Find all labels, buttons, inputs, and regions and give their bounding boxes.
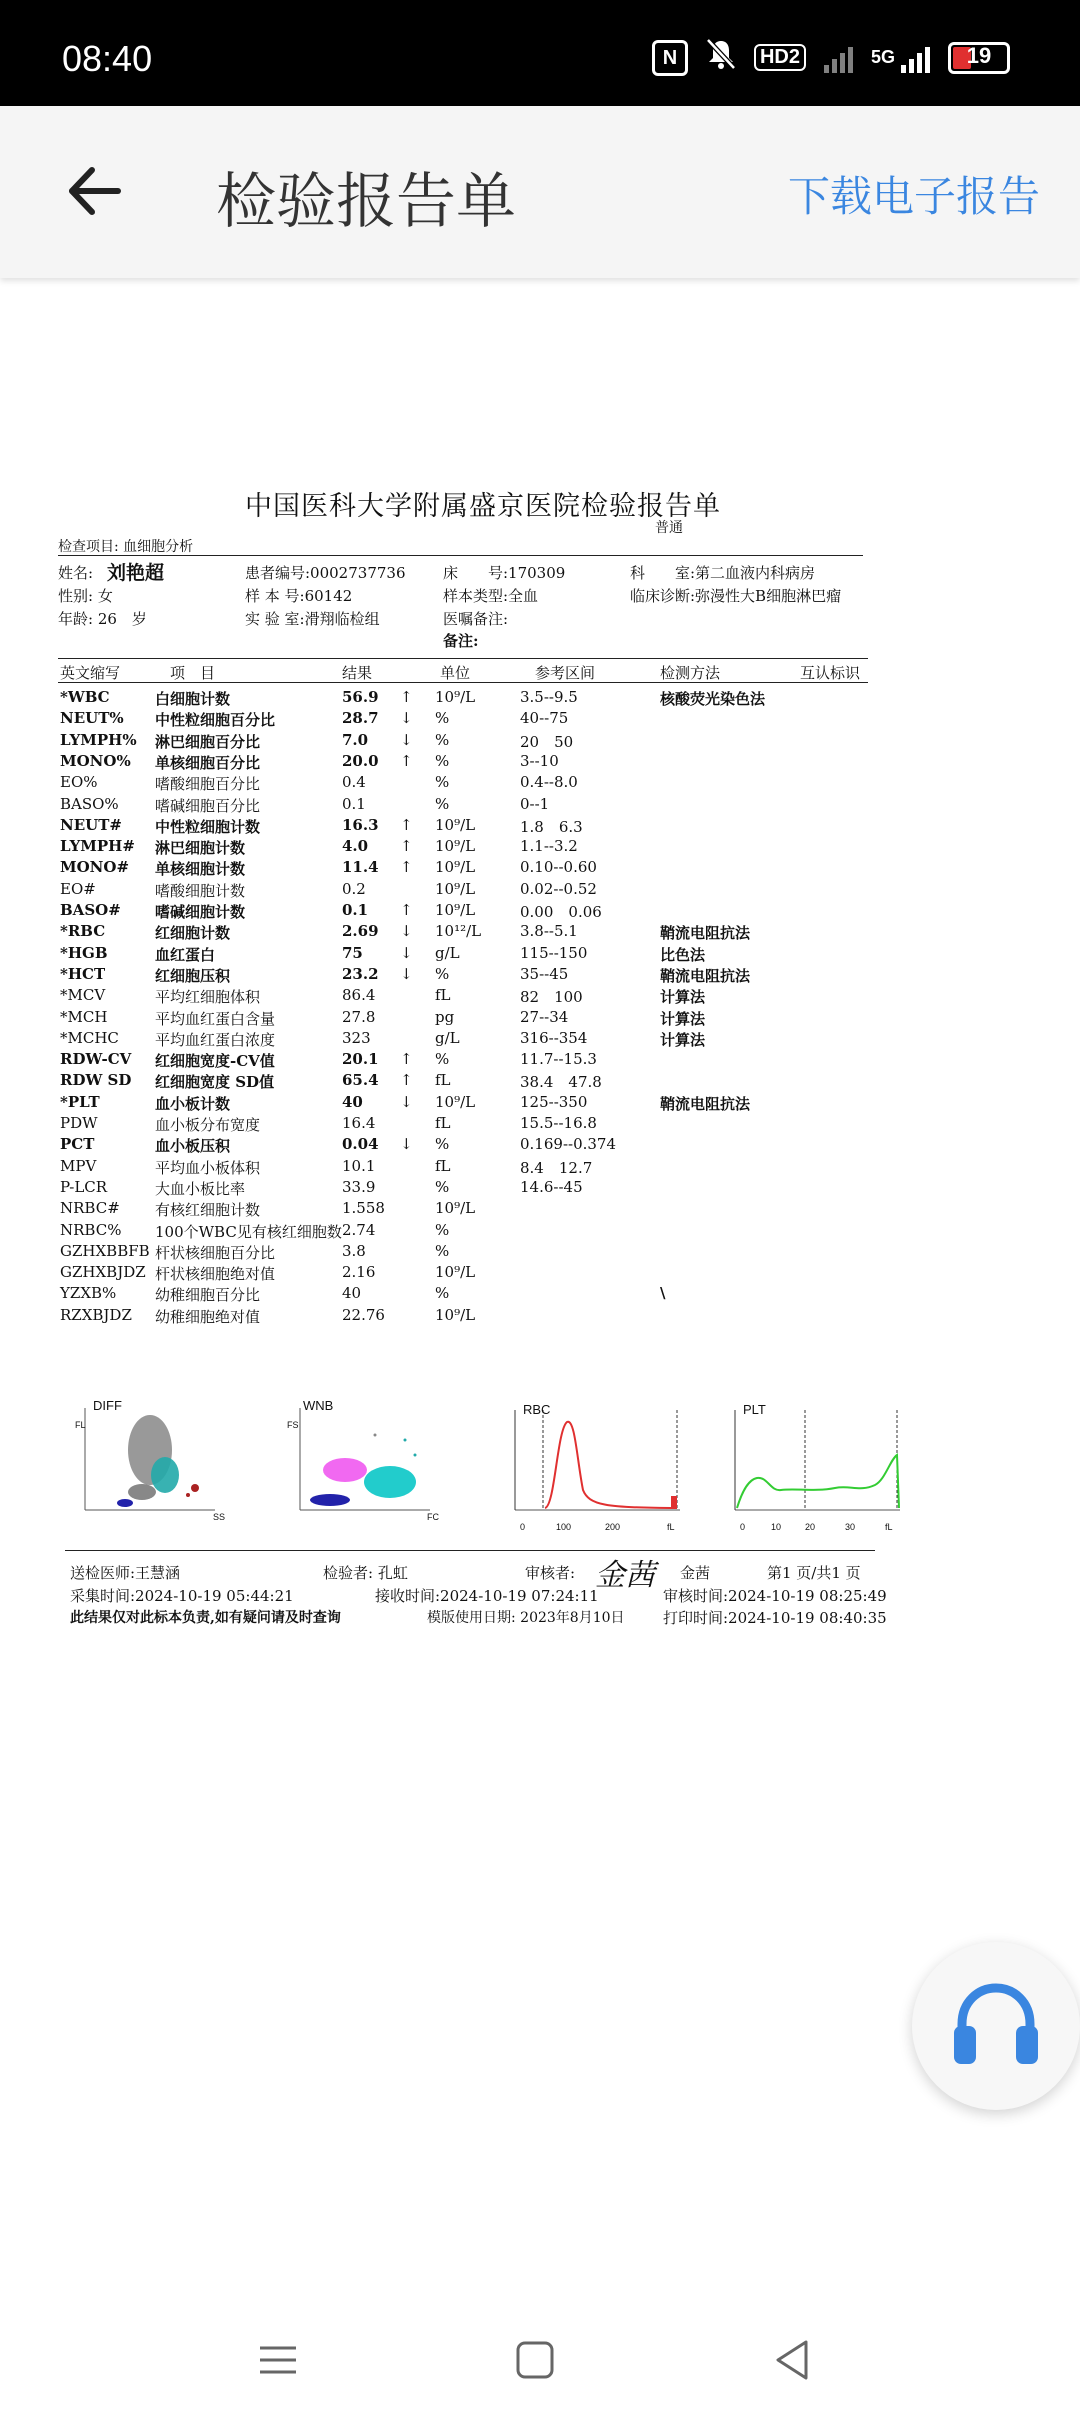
table-row [55, 731, 915, 752]
signal-1-icon [824, 43, 853, 73]
row-unit: % [435, 730, 450, 749]
table-row [55, 1306, 915, 1327]
rbc-tick-200: 200 [605, 1522, 621, 1532]
row-unit: % [435, 709, 450, 728]
sample-no: 样 本 号:60142 [245, 587, 353, 605]
row-method: \ [660, 1284, 666, 1303]
row-name: 中性粒细胞百分比 [155, 711, 276, 730]
wnb-scatterplot [285, 1400, 435, 1520]
arrow-left-icon [60, 156, 130, 226]
wnb-y-label: FS [287, 1420, 299, 1430]
row-result: 2.16 [342, 1263, 376, 1282]
diff-scatterplot [70, 1400, 220, 1520]
row-code: GZHXBBFB [60, 1241, 150, 1260]
page-title: 检验报告单 [216, 167, 516, 237]
table-row [55, 1093, 915, 1114]
back-button[interactable] [60, 156, 130, 226]
row-code: *MCV [60, 986, 106, 1005]
row-unit: 10¹²/L [435, 922, 482, 941]
table-row [55, 1178, 915, 1199]
row-result: 10.1 [342, 1156, 376, 1175]
row-unit: % [435, 751, 450, 770]
table-row [55, 709, 915, 730]
plt-tick-0: 0 [740, 1522, 746, 1532]
row-unit: g/L [435, 1028, 460, 1047]
row-name: 红细胞压积 [155, 966, 231, 985]
histogram-area [55, 1390, 915, 1540]
report-title: 中国医科大学附属盛京医院检验报告单 [245, 491, 721, 522]
row-ref: 27--34 [520, 1007, 569, 1026]
table-row [55, 1135, 915, 1156]
row-method: 计算法 [660, 1030, 706, 1049]
patient-name: 刘艳超 [107, 562, 165, 584]
review-time: 审核时间:2024-10-19 08:25:49 [663, 1587, 887, 1605]
receive-time: 接收时间:2024-10-19 07:24:11 [375, 1587, 599, 1605]
battery-icon [948, 42, 1010, 74]
sample-type: 样本类型:全血 [443, 587, 539, 605]
nfc-icon: N [652, 40, 688, 76]
row-unit: 10⁹/L [435, 1199, 476, 1218]
row-result: 4.0 [342, 837, 369, 856]
col-code: 英文缩写 [60, 664, 121, 682]
row-unit: % [435, 1177, 450, 1196]
table-row [55, 901, 915, 922]
row-ref: 11.7--15.3 [520, 1050, 597, 1069]
hd-voice-icon: HD2 [754, 44, 806, 71]
patient-id: 患者编号:0002737736 [245, 564, 406, 582]
status-time: 08:40 [62, 38, 153, 79]
status-bar [0, 0, 1080, 106]
diff-y-label: FL [75, 1420, 86, 1430]
row-ref: 38.4 47.8 [520, 1073, 602, 1092]
row-flag: ↓ [400, 709, 413, 728]
row-ref: 0.4--8.0 [520, 773, 578, 792]
row-unit: g/L [435, 943, 460, 962]
row-result: 75 [342, 943, 363, 962]
row-flag: ↓ [400, 943, 413, 962]
wnb-x-label: FC [427, 1512, 439, 1522]
signal-2-icon [901, 43, 930, 73]
table-row [55, 1029, 915, 1050]
row-ref: 0.02--0.52 [520, 879, 597, 898]
network-type: 5G [870, 47, 895, 67]
row-unit: % [435, 773, 450, 792]
row-name: 嗜酸细胞百分比 [155, 775, 261, 794]
row-unit: fL [435, 1071, 451, 1090]
col-item: 项 目 [170, 664, 216, 682]
row-name: 红细胞宽度-CV值 [155, 1052, 275, 1071]
app-bar [0, 106, 1080, 278]
table-row [55, 773, 915, 794]
row-flag: ↑ [400, 901, 413, 919]
row-name: 幼稚细胞绝对值 [155, 1307, 261, 1326]
row-result: 7.0 [342, 730, 369, 749]
rbc-tick-fl: fL [667, 1522, 675, 1532]
table-row [55, 688, 915, 709]
row-name: 血小板压积 [155, 1137, 231, 1156]
diff-label: DIFF [93, 1398, 122, 1413]
row-name: 血红蛋白 [155, 945, 216, 964]
row-name: 平均红细胞体积 [155, 988, 261, 1007]
mute-icon [706, 38, 736, 77]
row-method: 鞘流电阻抗法 [660, 966, 751, 985]
table-row [55, 1071, 915, 1092]
row-code: RZXBJDZ [60, 1305, 132, 1324]
col-result: 结果 [342, 664, 373, 682]
row-result: 20.1 [342, 1050, 379, 1069]
row-unit: fL [435, 1156, 451, 1175]
row-flag: ↑ [400, 815, 413, 834]
col-ref: 参考区间 [535, 664, 596, 682]
table-row [55, 837, 915, 858]
table-row [55, 1263, 915, 1284]
reviewer-signature: 金茜 [595, 1558, 655, 1593]
row-unit: 10⁹/L [435, 688, 476, 706]
row-result: 27.8 [342, 1007, 376, 1026]
patient-age: 年龄: 26 岁 [58, 610, 147, 628]
template-date: 模版使用日期: 2023年8月10日 [427, 1610, 625, 1626]
row-name: 幼稚细胞百分比 [155, 1286, 261, 1305]
print-time: 打印时间:2024-10-19 08:40:35 [663, 1609, 887, 1627]
row-name: 血小板分布宽度 [155, 1116, 261, 1134]
table-row [55, 1114, 915, 1135]
bed-no: 床 号:170309 [443, 564, 566, 582]
col-unit: 单位 [440, 664, 471, 682]
diagnosis: 临床诊断:弥漫性大B细胞淋巴瘤 [630, 587, 842, 605]
table-row [55, 1050, 915, 1071]
wnb-label: WNB [303, 1398, 334, 1413]
row-ref: 8.4 12.7 [520, 1158, 593, 1177]
row-name: 杆状核细胞百分比 [155, 1243, 276, 1262]
plt-tick-10: 10 [771, 1522, 782, 1532]
back-nav-button[interactable] [762, 2330, 822, 2390]
row-name: 嗜碱细胞百分比 [155, 796, 261, 815]
table-row [55, 752, 915, 773]
row-method: 核酸荧光染色法 [660, 690, 766, 708]
page-info: 第1 页/共1 页 [767, 1564, 861, 1582]
report-subtitle: 普通 [655, 520, 683, 536]
table-row [55, 1284, 915, 1305]
row-flag: ↓ [400, 1135, 413, 1154]
table-row [55, 986, 915, 1007]
row-method: 鞘流电阻抗法 [660, 924, 751, 943]
status-icons [652, 38, 1010, 77]
row-name: 平均血红蛋白浓度 [155, 1030, 276, 1049]
download-report-button[interactable]: 下载电子报告 [787, 172, 1040, 221]
row-unit: 10⁹/L [435, 901, 476, 919]
row-result: 2.69 [342, 922, 379, 941]
row-name: 平均血红蛋白含量 [155, 1009, 276, 1028]
sender-doctor: 送检医师:王慧涵 [70, 1564, 181, 1582]
row-unit: fL [435, 986, 451, 1005]
checker: 检验者: 孔虹 [323, 1564, 408, 1582]
row-name: 单核细胞计数 [155, 860, 246, 879]
rbc-tick-100: 100 [556, 1522, 572, 1532]
row-name: 红细胞计数 [155, 924, 231, 943]
plt-tick-20: 20 [805, 1522, 816, 1532]
row-result: 0.2 [342, 879, 366, 898]
table-row [55, 858, 915, 879]
plt-tick-30: 30 [845, 1522, 856, 1532]
row-ref: 125--350 [520, 1092, 588, 1111]
row-ref: 115--150 [520, 943, 588, 962]
divider [65, 1550, 875, 1551]
row-unit: 10⁹/L [435, 837, 476, 856]
row-code: LYMPH# [60, 837, 135, 856]
row-result: 2.74 [342, 1220, 376, 1239]
row-code: MONO% [60, 751, 131, 770]
row-result: 23.2 [342, 964, 379, 983]
row-result: 20.0 [342, 751, 379, 770]
disclaimer: 此结果仅对此标本负责,如有疑问请及时查询 [70, 1610, 341, 1626]
remark: 备注: [443, 632, 479, 650]
row-code: BASO% [60, 794, 119, 813]
rbc-histogram [505, 1400, 685, 1520]
row-ref: 15.5--16.8 [520, 1114, 597, 1132]
rbc-tick-0: 0 [520, 1522, 526, 1532]
row-result: 65.4 [342, 1071, 379, 1090]
table-row [55, 965, 915, 986]
row-ref: 1.1--3.2 [520, 837, 578, 856]
home-button[interactable] [505, 2330, 565, 2390]
row-result: 3.8 [342, 1241, 366, 1260]
collect-time: 采集时间:2024-10-19 05:44:21 [70, 1587, 294, 1605]
row-flag: ↓ [400, 964, 413, 983]
col-mutual: 互认标识 [800, 664, 861, 682]
row-method: 计算法 [660, 1009, 706, 1028]
system-nav-bar [0, 2300, 1080, 2412]
col-method: 检测方法 [660, 664, 721, 682]
table-row [55, 1008, 915, 1029]
row-code: RDW SD [60, 1071, 132, 1090]
row-name: 有核红细胞计数 [155, 1201, 261, 1220]
row-name: 淋巴细胞计数 [155, 839, 246, 858]
menu-icon [248, 2330, 308, 2390]
diff-x-label: SS [213, 1512, 226, 1522]
table-row [55, 1157, 915, 1178]
row-code: *RBC [60, 922, 106, 941]
row-unit: % [435, 1050, 450, 1069]
row-ref: 82 100 [520, 988, 583, 1007]
row-name: 大血小板比率 [155, 1179, 246, 1198]
row-code: NEUT% [60, 709, 124, 728]
row-code: MONO# [60, 858, 130, 877]
rbc-label: RBC [523, 1402, 551, 1417]
patient-name-label: 姓名: [58, 564, 94, 582]
row-ref: 0.00 0.06 [520, 903, 602, 921]
row-flag: ↓ [400, 922, 413, 941]
row-result: 16.4 [342, 1114, 376, 1132]
row-ref: 0--1 [520, 794, 550, 813]
row-ref: 3--10 [520, 751, 559, 770]
row-flag: ↑ [400, 1050, 413, 1069]
exam-item: 检查项目: 血细胞分析 [58, 539, 194, 555]
row-ref: 316--354 [520, 1028, 588, 1047]
patient-sex: 性别: 女 [58, 587, 113, 605]
table-row [55, 1199, 915, 1220]
row-unit: 10⁹/L [435, 1092, 476, 1111]
row-result: 323 [342, 1028, 371, 1047]
row-code: PDW [60, 1114, 98, 1132]
row-flag: ↑ [400, 751, 413, 770]
row-result: 40 [342, 1092, 363, 1111]
row-flag: ↓ [400, 730, 413, 749]
table-row [55, 944, 915, 965]
row-flag: ↓ [400, 1092, 413, 1111]
table-row [55, 922, 915, 943]
home-square-icon [505, 2330, 565, 2390]
row-name: 嗜酸细胞计数 [155, 881, 246, 900]
row-name: 单核细胞百分比 [155, 753, 261, 772]
row-name: 白细胞计数 [155, 690, 231, 708]
plt-label: PLT [743, 1402, 766, 1417]
row-flag: ↑ [400, 688, 413, 706]
row-code: *HGB [60, 943, 108, 962]
table-row [55, 816, 915, 837]
row-ref: 14.6--45 [520, 1177, 583, 1196]
row-ref: 35--45 [520, 964, 569, 983]
divider [58, 658, 868, 659]
row-result: 22.76 [342, 1305, 385, 1324]
row-name: 血小板计数 [155, 1094, 231, 1113]
customer-service-button[interactable] [912, 1942, 1080, 2110]
row-result: 86.4 [342, 986, 376, 1005]
row-unit: % [435, 1220, 450, 1239]
row-result: 28.7 [342, 709, 379, 728]
menu-button[interactable] [248, 2330, 308, 2390]
row-unit: % [435, 794, 450, 813]
department: 科 室:第二血液内科病房 [630, 564, 816, 582]
row-name: 中性粒细胞计数 [155, 817, 261, 836]
row-name: 100个WBC见有核红细胞数 [155, 1222, 342, 1241]
row-code: GZHXBJDZ [60, 1263, 146, 1282]
row-code: YZXB% [60, 1284, 117, 1303]
row-code: *MCH [60, 1007, 108, 1026]
row-method: 计算法 [660, 988, 706, 1007]
doctor-note: 医嘱备注: [443, 610, 509, 628]
row-result: 0.1 [342, 901, 369, 919]
row-result: 16.3 [342, 815, 379, 834]
table-row [55, 1242, 915, 1263]
row-code: *MCHC [60, 1028, 119, 1047]
row-name: 红细胞宽度 SD值 [155, 1073, 275, 1092]
row-ref: 3.5--9.5 [520, 688, 578, 706]
row-name: 淋巴细胞百分比 [155, 732, 261, 751]
row-code: PCT [60, 1135, 95, 1154]
row-code: *PLT [60, 1092, 100, 1111]
row-ref: 1.8 6.3 [520, 817, 583, 836]
reviewer-name: 金茜 [680, 1564, 711, 1582]
lab: 实 验 室:滑翔临检组 [245, 610, 380, 628]
row-ref: 40--75 [520, 709, 569, 728]
row-unit: 10⁹/L [435, 879, 476, 898]
row-code: RDW-CV [60, 1050, 132, 1069]
row-code: NRBC# [60, 1199, 120, 1218]
row-result: 1.558 [342, 1199, 385, 1218]
table-row [55, 1221, 915, 1242]
row-flag: ↑ [400, 858, 413, 877]
battery-level: 19 [966, 42, 992, 68]
row-result: 40 [342, 1284, 362, 1303]
row-name: 平均血小板体积 [155, 1158, 261, 1177]
row-code: LYMPH% [60, 730, 137, 749]
row-code: *HCT [60, 964, 106, 983]
headset-icon [912, 1942, 1080, 2110]
row-unit: % [435, 1135, 450, 1154]
row-code: P-LCR [60, 1177, 108, 1196]
row-code: NEUT# [60, 815, 122, 834]
row-unit: 10⁹/L [435, 1305, 476, 1324]
row-unit: % [435, 964, 450, 983]
row-unit: % [435, 1284, 450, 1303]
triangle-back-icon [762, 2330, 822, 2390]
row-code: BASO# [60, 901, 121, 919]
table-row [55, 795, 915, 816]
plt-tick-fl: fL [885, 1522, 893, 1532]
row-result: 0.1 [342, 794, 366, 813]
row-name: 杆状核细胞绝对值 [155, 1265, 276, 1284]
row-code: MPV [60, 1156, 97, 1175]
row-method: 比色法 [660, 945, 706, 964]
row-flag: ↑ [400, 837, 413, 856]
row-result: 0.4 [342, 773, 366, 792]
report-document [55, 470, 915, 1650]
row-unit: 10⁹/L [435, 858, 476, 877]
table-row [55, 880, 915, 901]
row-code: EO% [60, 773, 98, 792]
row-ref: 0.10--0.60 [520, 858, 597, 877]
reviewer: 审核者: [525, 1564, 576, 1582]
row-unit: % [435, 1241, 450, 1260]
row-code: NRBC% [60, 1220, 122, 1239]
row-method: 鞘流电阻抗法 [660, 1094, 751, 1113]
row-unit: 10⁹/L [435, 1263, 476, 1282]
row-code: EO# [60, 879, 96, 898]
plt-histogram [725, 1400, 905, 1520]
row-unit: 10⁹/L [435, 815, 476, 834]
row-unit: fL [435, 1114, 451, 1132]
row-ref: 20 50 [520, 732, 574, 751]
row-ref: 0.169--0.374 [520, 1135, 617, 1154]
row-result: 33.9 [342, 1177, 376, 1196]
row-ref: 3.8--5.1 [520, 922, 578, 941]
row-code: *WBC [60, 688, 110, 706]
divider [58, 682, 868, 683]
row-result: 0.04 [342, 1135, 379, 1154]
row-result: 56.9 [342, 688, 379, 706]
row-result: 11.4 [342, 858, 379, 877]
row-flag: ↑ [400, 1071, 413, 1090]
row-name: 嗜碱细胞计数 [155, 903, 246, 921]
divider [58, 555, 863, 556]
row-unit: pg [435, 1007, 455, 1026]
